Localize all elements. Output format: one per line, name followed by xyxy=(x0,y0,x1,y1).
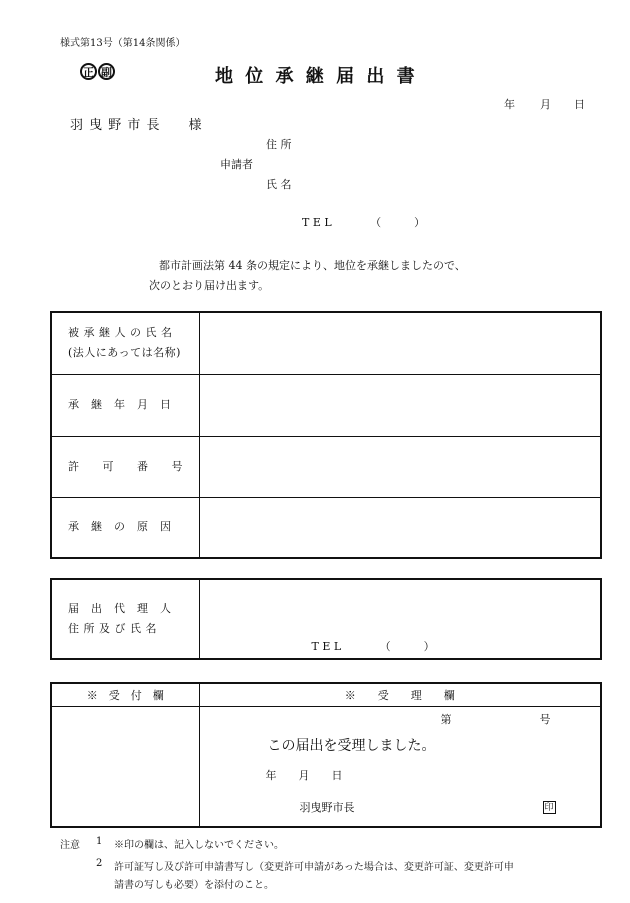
applicant-label: 申請者 xyxy=(220,158,253,171)
note-1-number: 1 xyxy=(96,836,103,847)
form-number: 様式第13号（第14条関係） xyxy=(60,38,186,49)
date-month: 月 xyxy=(540,98,551,111)
note-2-text-line2: 請書の写しも必要）を添付のこと。 xyxy=(114,880,274,891)
table-row xyxy=(51,706,601,827)
body-text-line1: 都市計画法第 44 条の規定により、地位を承継しましたので、 xyxy=(159,259,466,272)
field-decedent-name[interactable] xyxy=(199,312,601,374)
reception-table xyxy=(50,682,602,828)
table-row xyxy=(51,683,601,706)
field-permit-number[interactable] xyxy=(199,436,601,497)
label-succession-date: 承 継 年 月 日 xyxy=(51,374,199,436)
field-succession-date[interactable] xyxy=(199,374,601,436)
label-decedent-name: 被 承 継 人 の 氏 名 (法人にあっては名称) xyxy=(51,312,199,374)
acceptance-cell xyxy=(199,706,601,827)
copy-marks xyxy=(80,63,116,80)
table-row xyxy=(51,374,601,436)
acceptance-header: ※ 受 理 欄 xyxy=(199,683,601,706)
label-permit-number: 許 可 番 号 xyxy=(51,436,199,497)
seal-icon: 印 xyxy=(544,802,554,813)
page-title: 地 位 承 継 届 出 書 xyxy=(215,66,418,87)
date-year: 年 xyxy=(504,98,515,111)
table-row xyxy=(51,579,601,659)
reception-cell xyxy=(51,706,199,827)
address-label: 住 所 xyxy=(266,138,292,151)
label-agent: 届 出 代 理 人 住 所 及 び 氏 名 xyxy=(51,579,199,659)
note-2-text-line1: 許可証写し及び許可申請書写し（変更許可申請があった場合は、変更許可証、変更許可申 xyxy=(114,862,514,873)
duplicate-mark: 副 xyxy=(98,63,115,80)
addressee: 羽 曳 野 市 長 様 xyxy=(70,118,203,133)
field-agent[interactable] xyxy=(199,579,601,659)
table-row xyxy=(51,312,601,374)
acceptance-date: 年 月 日 xyxy=(265,768,343,782)
note-1-text: ※印の欄は、記入しないでください。 xyxy=(114,840,284,851)
accepted-text: この届出を受理しました。 xyxy=(267,737,436,754)
notes-label: 注意 xyxy=(60,840,80,851)
mayor-label: 羽曳野市長 xyxy=(299,800,355,814)
agent-table xyxy=(50,578,602,660)
acceptance-number-prefix: 第 xyxy=(440,712,452,726)
name-label: 氏 名 xyxy=(266,178,292,191)
body-text-line2: 次のとおり届け出ます。 xyxy=(149,279,270,292)
table-row xyxy=(51,497,601,558)
acceptance-number-suffix: 号 xyxy=(539,712,551,726)
date-day: 日 xyxy=(574,98,585,111)
label-succession-reason: 承 継 の 原 因 xyxy=(51,497,199,558)
field-succession-reason[interactable] xyxy=(199,497,601,558)
original-mark: 正 xyxy=(80,63,97,80)
main-table xyxy=(50,311,602,559)
applicant-tel: T E L （ ） xyxy=(302,216,426,229)
reception-header: ※ 受 付 欄 xyxy=(51,683,199,706)
agent-tel: T E L （ ） xyxy=(311,640,435,653)
note-2-number: 2 xyxy=(96,858,103,869)
table-row xyxy=(51,436,601,497)
